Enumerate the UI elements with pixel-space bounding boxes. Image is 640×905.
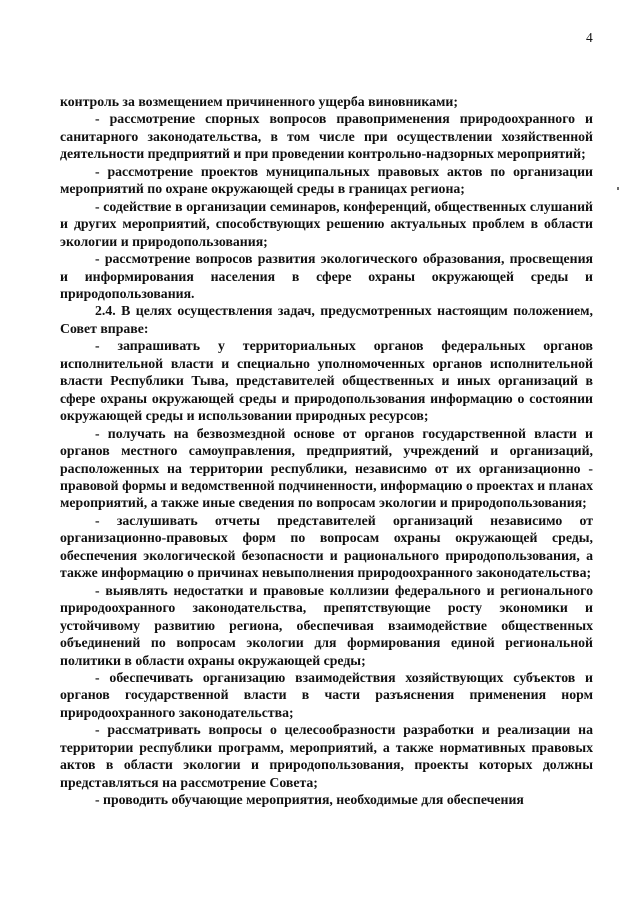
list-item: - содействие в организации семинаров, конференций, общественных слушаний и других мероприятий, способствующих решению актуальных проблем в области экологии и природопользования; <box>60 198 593 249</box>
list-item: - рассматривать вопросы о целесообразности разработки и реализации на территории республики программ, мероприятий, а также нормативных правовых актов в области экологии и природопользования, проекты которых должны представляться на рассмотрение Совета; <box>60 722 593 790</box>
list-item: - обеспечивать организацию взаимодействия хозяйствующих субъектов и органов государственной власти в части разъяснения применения норм природоохранного законодательства; <box>60 669 593 720</box>
stray-mark <box>617 187 619 190</box>
list-item: - заслушивать отчеты представителей организаций независимо от организационно-правовых форм по вопросам охраны окружающей среды, обеспечения экологической безопасности и рационального природопользования, а также информацию о причинах невыполнения природоохранного законодательства; <box>60 512 593 581</box>
document-body <box>60 93 593 809</box>
section-2-4: 2.4. В целях осуществления задач, предусмотренных настоящим положением, Совет вправе: <box>60 303 593 336</box>
paragraph-continuation: контроль за возмещением причиненного ущерба виновниками; <box>60 94 458 109</box>
list-item: - проводить обучающие мероприятия, необходимые для обеспечения <box>95 792 524 808</box>
page-number: 4 <box>586 30 593 45</box>
list-item: - рассмотрение вопросов развития экологического образования, просвещения и информирования населения в сфере охраны окружающей среды и природопользования. <box>60 251 593 301</box>
list-item: - выявлять недостатки и правовые коллизии федерального и регионального природоохранного законодательства, препятствующие росту экономики и устойчивому развитию региона, обеспечивая взаимодействие общественных объединений по вопросам экологии для формирования единой региональной политики в области охраны окружающей среды; <box>60 582 593 668</box>
list-item: - рассмотрение спорных вопросов правоприменения природоохранного и санитарного законодательства, в том числе при осуществлении хозяйственной деятельности предприятий и при проведении контрольно-надзорных мероприятий; <box>60 111 593 162</box>
list-item: - получать на безвозмездной основе от органов государственной власти и органов местного самоуправления, предприятий, учреждений и организаций, расположенных на территории республики, независимо от их организационно - правовой формы и ведомственной подчиненности, информацию о проектах и планах мероприятий, а также иные сведения по вопросам экологии и природопользования; <box>60 425 593 511</box>
list-item: - запрашивать у территориальных органов федеральных органов исполнительной власти и специально уполномоченных органов исполнительной власти Республики Тыва, представителей общественных и иных организаций в сфере охраны окружающей среды и природопользования информацию о состоянии окружающей среды и использовании природных ресурсов; <box>60 338 593 424</box>
list-item: - рассмотрение проектов муниципальных правовых актов по организации мероприятий по охране окружающей среды в границах региона; <box>60 163 593 197</box>
